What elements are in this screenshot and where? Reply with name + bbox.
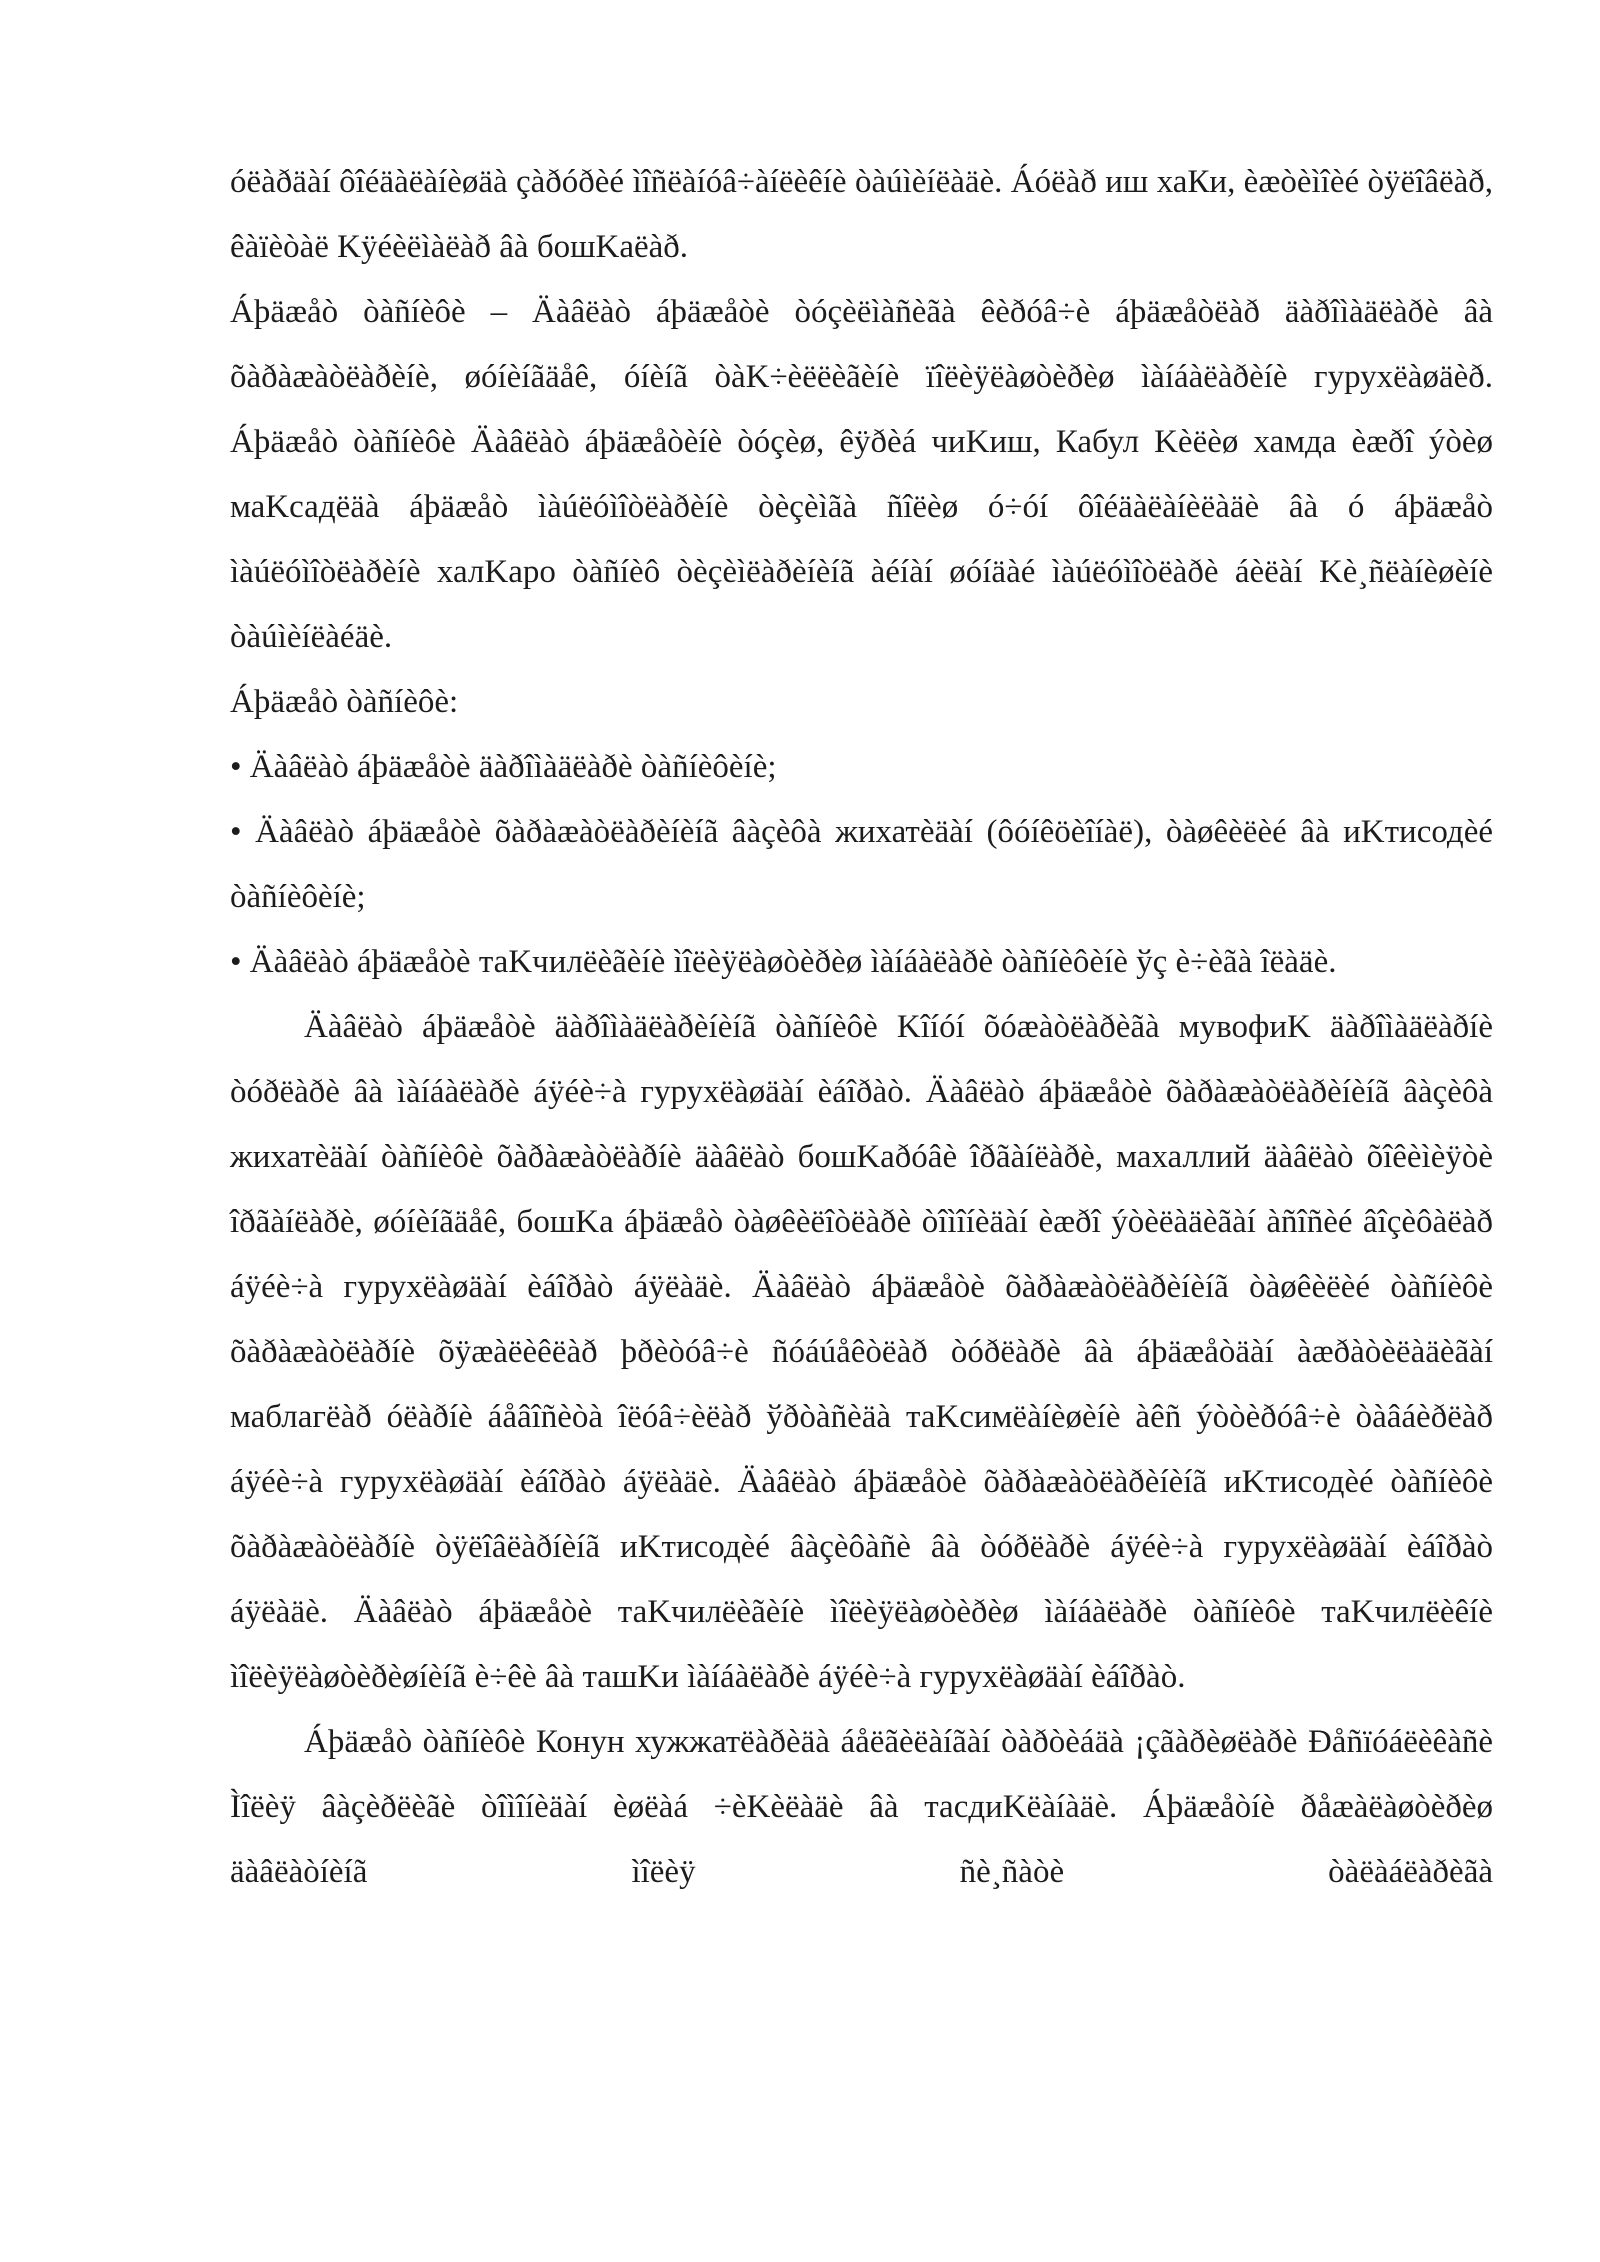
paragraph-intro-continuation: óëàðäàí ôîéäàëàíèøäà çàðóðèé ìîñëàíóâ÷àíëèêíè òàúìèíëàäè. Áóëàð иш хаКи, èæòèìîèé òÿëîâëàð, êàïèòàë Kÿéèëìàëàð âà бошKaëàð. bbox=[230, 164, 1493, 265]
paragraph-budget-classification-definition: Áþäæåò òàñíèôè – Äàâëàò áþäæåòè òóçèëìàñèãà êèðóâ÷è áþäæåòëàð äàðîìàäëàðè âà õàðàæàòëàðèíè, øóíèíãäåê, óíèíã òàK÷èëëèãèíè ïîëèÿëàøòèðèø ìàíáàëàðèíè гурухëàøäèð. Áþäæåò òàñíèôè Äàâëàò áþäæåòèíè òóçèø, êÿðèá чиKиш, Кабул Kèëèø хамда èæðî ýòèø маKсадëäà áþäæåò ìàúëóìîòëàðèíè òèçèìãà ñîëèø ó÷óí ôîéäàëàíèëàäè âà ó áþäæåò ìàúëóìîòëàðèíè халKаро òàñíèô òèçèìëàðèíèíã àéíàí øóíäàé ìàúëóìîòëàðè áèëàí Kè¸ñëàíèøèíè òàúìèíëàéäè. bbox=[230, 294, 1493, 655]
document-page bbox=[230, 150, 1493, 1905]
list-item-revenue-classification: • Äàâëàò áþäæåòè äàðîìàäëàðè òàñíèôèíè; bbox=[230, 749, 777, 785]
list-item-expenditure-classification: • Äàâëàò áþäæåòè õàðàæàòëàðèíèíã âàçèôà жихатèäàí (ôóíêöèîíàë), òàøêèëèé âà иKтисодèé òàñíèôèíè; bbox=[230, 814, 1493, 915]
paragraph-classification-heading: Áþäæåò òàñíèôè: bbox=[230, 684, 459, 720]
paragraph-legal-basis: Áþäæåò òàñíèôè Конун хужжатëàðèäà áåëãèëàíãàí òàðòèáäà ¡çãàðèøëàðè Ðåñïóáëèêàñè Ìîëèÿ âàçèðëèãè òîìîíèäàí èøëàá ÷èKèëàäè âà тасдиKëàíàäè. Áþäæåòíè ðåæàëàøòèðèø äàâëàòíèíã ìîëèÿ ñè¸ñàòè òàëàáëàðèãà bbox=[230, 1724, 1493, 1890]
list-item-deficit-financing-classification: • Äàâëàò áþäæåòè таKчилëèãèíè ìîëèÿëàøòèðèø ìàíáàëàðè òàñíèôèíè ўç è÷èãà îëàäè. bbox=[230, 944, 1337, 980]
paragraph-classification-details: Äàâëàò áþäæåòè äàðîìàäëàðèíèíã òàñíèôè Kîíóí õóæàòëàðèãà мувофиK äàðîìàäëàðíè òóðëàðè âà ìàíáàëàðè áÿéè÷à гурухëàøäàí èáîðàò. Äàâëàò áþäæåòè õàðàæàòëàðèíèíã âàçèôà жихатèäàí òàñíèôè õàðàæàòëàðíè äàâëàò бошKaðóâè îðãàíëàðè, махаллий äàâëàò õîêèìèÿòè îðãàíëàðè, øóíèíãäåê, бошKа áþäæåò òàøêèëîòëàðè òîìîíèäàí èæðî ýòèëàäèãàí àñîñèé âîçèôàëàð áÿéè÷à гурухëàøäàí èáîðàò áÿëàäè. Äàâëàò áþäæåòè õàðàæàòëàðèíèíã òàøêèëèé òàñíèôè õàðàæàòëàðíè õÿæàëèêëàð þðèòóâ÷è ñóáúåêòëàð òóðëàðè âà áþäæåòäàí àæðàòèëàäèãàí маблагëàð óëàðíè áåâîñèòà îëóâ÷èëàð ўðòàñèäà таKсимëàíèøèíè àêñ ýòòèðóâ÷è òàâáèðëàð áÿéè÷à гурухëàøäàí èáîðàò áÿëàäè. Äàâëàò áþäæåòè õàðàæàòëàðèíèíã иKтисодèé òàñíèôè õàðàæàòëàðíè òÿëîâëàðíèíã иKтисодèé âàçèôàñè âà òóðëàðè áÿéè÷à гурухëàøäàí èáîðàò áÿëàäè. Äàâëàò áþäæåòè таKчилëèãèíè ìîëèÿëàøòèðèø ìàíáàëàðè òàñíèôè таKчилëèêíè ìîëèÿëàøòèðèøíèíã è÷êè âà ташKи ìàíáàëàðè áÿéè÷à гурухëàøäàí èáîðàò. bbox=[230, 1009, 1493, 1695]
